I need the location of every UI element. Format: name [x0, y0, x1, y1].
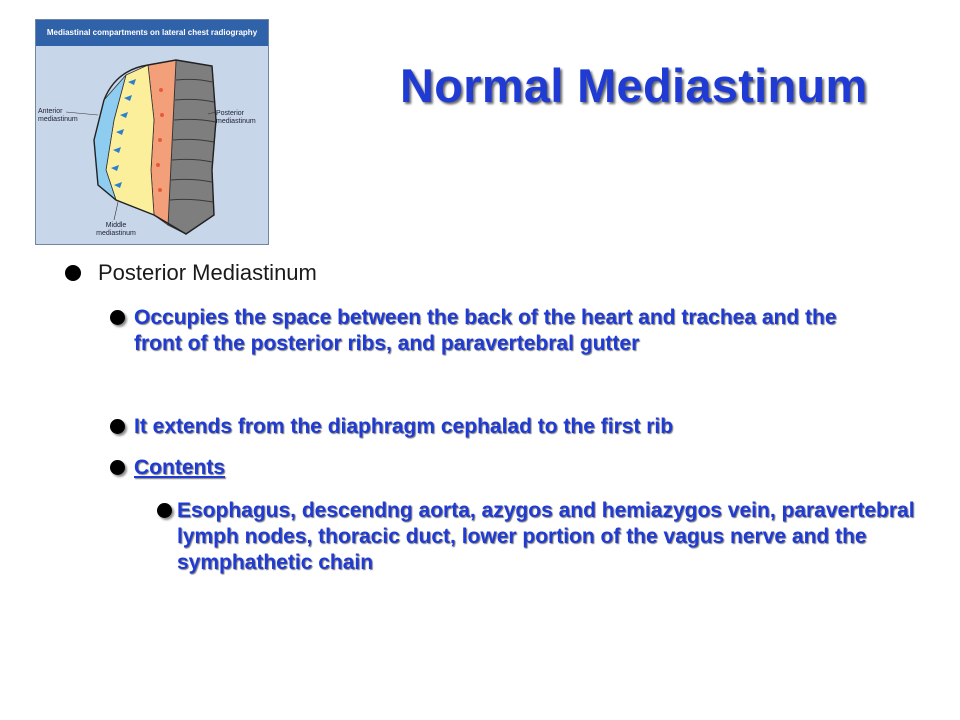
spine-region [168, 60, 216, 234]
bullet-extends [110, 414, 870, 440]
bullet-dot-icon [110, 460, 125, 475]
bullet-dot-icon [157, 503, 172, 518]
bullet-occupies [110, 305, 870, 357]
posterior-label: Posterior mediastinum [216, 110, 256, 125]
bullet-text: Occupies the space between the back of the heart and trachea and the front of the posterior ribs, and paravertebral gutter [134, 306, 837, 355]
bullet-dot-icon [110, 310, 125, 325]
mediastinum-diagram [35, 19, 269, 245]
sub-bullet-contents-list [157, 498, 917, 576]
bullet-text: Contents [134, 456, 225, 479]
slide-title: Normal Mediastinum [400, 59, 868, 112]
bullet-dot-icon [110, 419, 125, 434]
bullet-text: It extends from the diaphragm cephalad to the first rib [134, 415, 674, 438]
middle-label: Middle mediastinum [96, 222, 136, 237]
bullet-text: Posterior Mediastinum [98, 260, 317, 285]
diagram-title: Mediastinal compartments on lateral chest radiography [36, 20, 268, 46]
bullet-text: Esophagus, descendng aorta, azygos and hemiazygos vein, paravertebral lymph nodes, thoracic duct, lower portion of the vagus nerve and the symphathetic chain [177, 499, 915, 574]
bullet-posterior-mediastinum [65, 260, 905, 286]
diagram-illustration [36, 20, 268, 244]
bullet-contents [110, 455, 870, 481]
bullet-dot-icon [65, 265, 81, 281]
anterior-label: Anterior mediastinum [38, 108, 78, 123]
